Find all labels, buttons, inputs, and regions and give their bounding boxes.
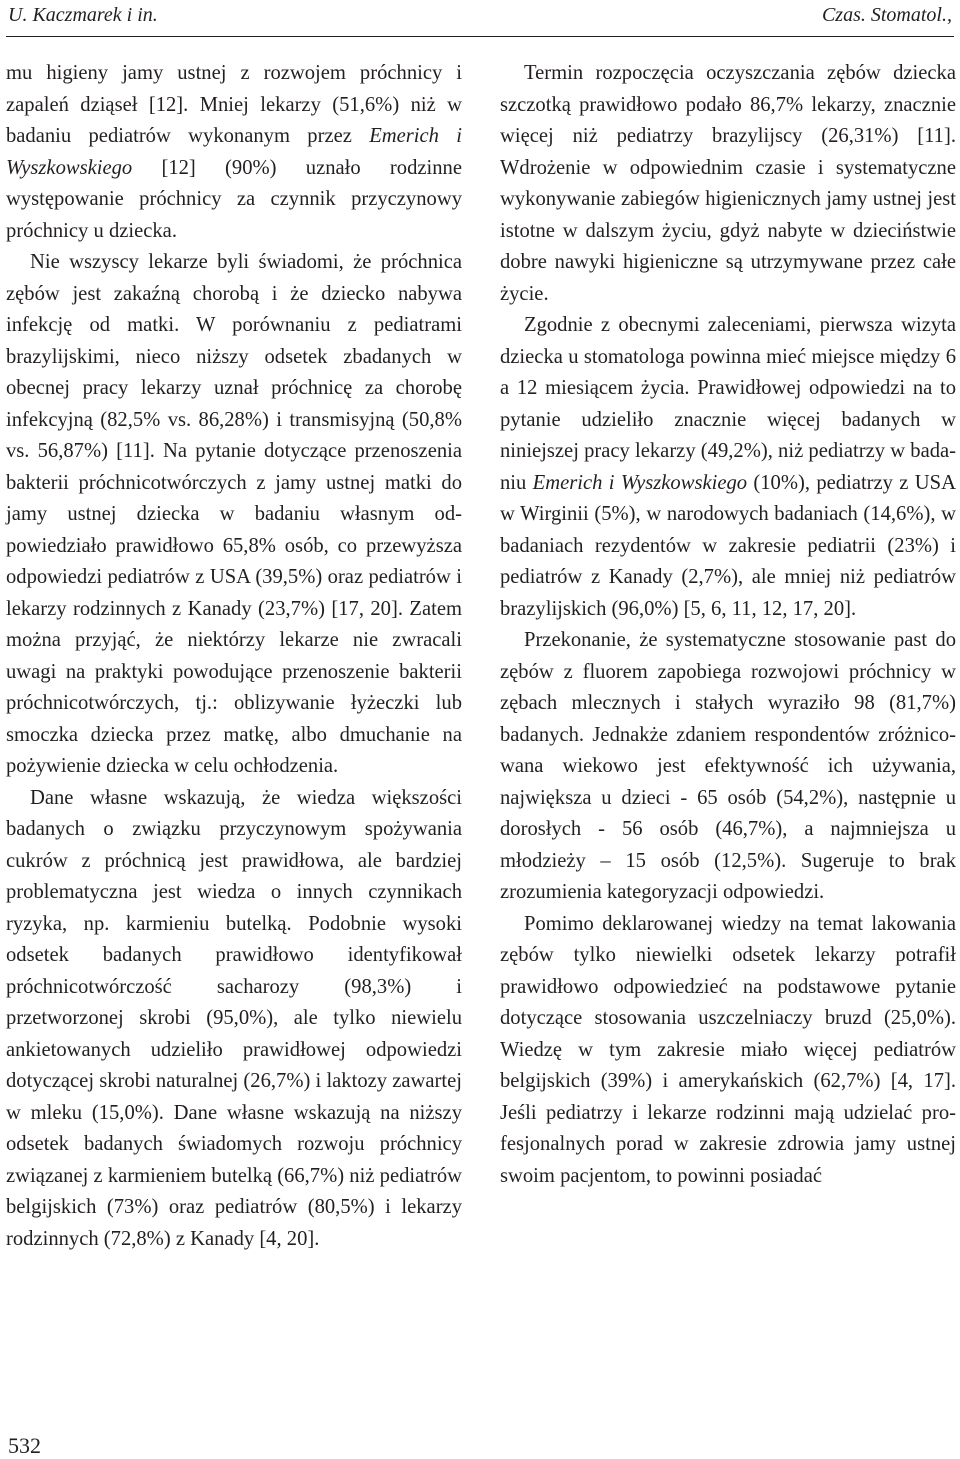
text-run: Zgodnie z obecnymi zaleceniami, pierwsza wizyta dziecka u stomatologa powinna mieć miejsce między 6 a 12 miesiącem życia. Prawidłowej odpowiedzi na to pytanie udzieliło znacznie więcej badanych w niniejszej pracy lekarzy (49,2%), niż pediatrzy w badaniu	[500, 314, 956, 494]
text-run: [12] (90%) uznało rodzinne występowanie próchnicy za czynnik przyczynowy próchnicy u dziecka.	[6, 156, 462, 242]
paragraph: Termin rozpoczęcia oczyszczania zębów dziecka szczotką prawidłowo podało 86,7% lekarzy, znacznie więcej niż pediatrzy brazylijscy (26,31%) [11]. Wdrożenie w odpowiednim czasie i systematyczne wykonywanie zabiegów higienicznych jamy ustnej jest istotne w dalszym życiu, gdyż nabyte w dzieciństwie dobre nawyki higieniczne są utrzymywane przez całe życie.	[500, 62, 956, 305]
italic-authors: Emerich i Wyszkowskiego	[6, 125, 463, 179]
paragraph: Dane własne wskazują, że wiedza większości badanych o związku przyczynowym spożywania cukrów z próchnicą jest prawidłowa, ale bardziej problematyczna jest wiedza o innych czynnikach ryzyka, np. karmieniu butelką. Podobnie wysoki odsetek badanych prawidłowo identyfikował próchnicotwórczość sacharozy (98,3%) i przetworzonej skrobi (95,0%), ale tylko niewielu ankietowanych udzieliło prawidłowej odpowiedzi dotyczącej skrobi naturalnej (26,7%) i laktozy zawartej w mleku (15,0%). Dane własne wskazują na niższy odsetek badanych świadomych rozwoju próchnicy związanej z karmieniem butelką (66,7%) niż pediatrów belgijskich (73%) oraz pediatrów (80,5%) i lekarzy rodzinnych (72,8%) z Kanady [4, 20].	[6, 786, 462, 1250]
page-number: 532	[8, 1433, 41, 1458]
italic-authors: Emerich i Wyszkowskiego	[532, 471, 748, 494]
paragraph	[500, 310, 956, 625]
paragraph: Nie wszyscy lekarze byli świadomi, że próchnica zębów jest zakaźną chorobą i że dziecko nabywa infekcję od matki. W porównaniu z pediatrami brazylijskimi, nieco niższy odsetek zbadanych w obecnej pracy lekarzy uznał próchnicę za chorobę infekcyjną (82,5% vs. 86,28%) i transmisyjną (50,8% vs. 56,87%) [11]. Na pytanie dotyczące przenoszenia bakterii próchnicotwórczych z jamy ustnej matki do jamy ustnej dziecka w badaniu własnym odpowiedziało prawidłowo 65,8% osób, co przewyższa odpowiedzi pediatrów z USA (39,5%) oraz pediatrów i lekarzy rodzinnych z Kanady (23,7%) [17, 20]. Zatem można przyjąć, że niektórzy lekarze nie zwracali uwagi na praktyki powodujące przenoszenie bakterii próchnicotwórczych, tj.: oblizywanie łyżeczki lub smoczka dziecka przez matkę, albo dmuchanie na pożywienie dziecka w celu ochłodzenia.	[6, 251, 462, 777]
running-header	[8, 0, 952, 30]
header-authors: U. Kaczmarek i in.	[8, 4, 158, 26]
right-column	[500, 58, 956, 1192]
text-run: mu higieny jamy ustnej z rozwojem próchnicy i zapaleń dziąseł [12]. Mniej lekarzy (51,6%) niż w badaniu pediatrów wykonanym przez	[6, 62, 462, 147]
text-run: (10%), pediatrzy z USA w Wirginii (5%), w narodowych badaniach (14,6%), w badaniach rezydentów w zakresie pediatrii (23%) i pediatrów z Kanady (2,7%), ale mniej niż pediatrów brazylijskich (96,0%) [5, 6, 11, 12, 17, 20].	[500, 471, 956, 620]
paragraph: Pomimo deklarowanej wiedzy na temat lakowania zębów tylko niewielki odsetek lekarzy potrafił prawidłowo odpowiedzieć na podstawowe pytanie dotyczące stosowania uszczelniaczy bruzd (25,0%). Wiedzę w tym zakresie miało więcej pediatrów belgijskich (39%) i amerykańskich (62,7%) [4, 17]. Jeśli pediatrzy i lekarze rodzinni mają udzielać profesjonalnych porad w zakresie zdrowia jamy ustnej swoim pacjentom, to powinni posiadać	[500, 912, 956, 1187]
paragraph: Przekonanie, że systematyczne stosowanie past do zębów z fluorem zapobiega rozwojowi próchnicy w zębach mlecznych i stałych wyraziło 98 (81,7%) badanych. Jednakże zdaniem respondentów zróżnicowana wiekowo jest efektywność ich używania, największa u dzieci - 65 osób (54,2%), następnie u dorosłych - 56 osób (46,7%), a najmniejsza u młodzieży – 15 osób (12,5%). Sugeruje to brak zrozumienia kategoryzacji odpowiedzi.	[500, 629, 956, 903]
header-journal: Czas. Stomatol.,	[821, 4, 952, 26]
paragraph-continued	[6, 58, 462, 247]
left-column	[6, 58, 462, 1255]
header-rule	[6, 36, 954, 37]
